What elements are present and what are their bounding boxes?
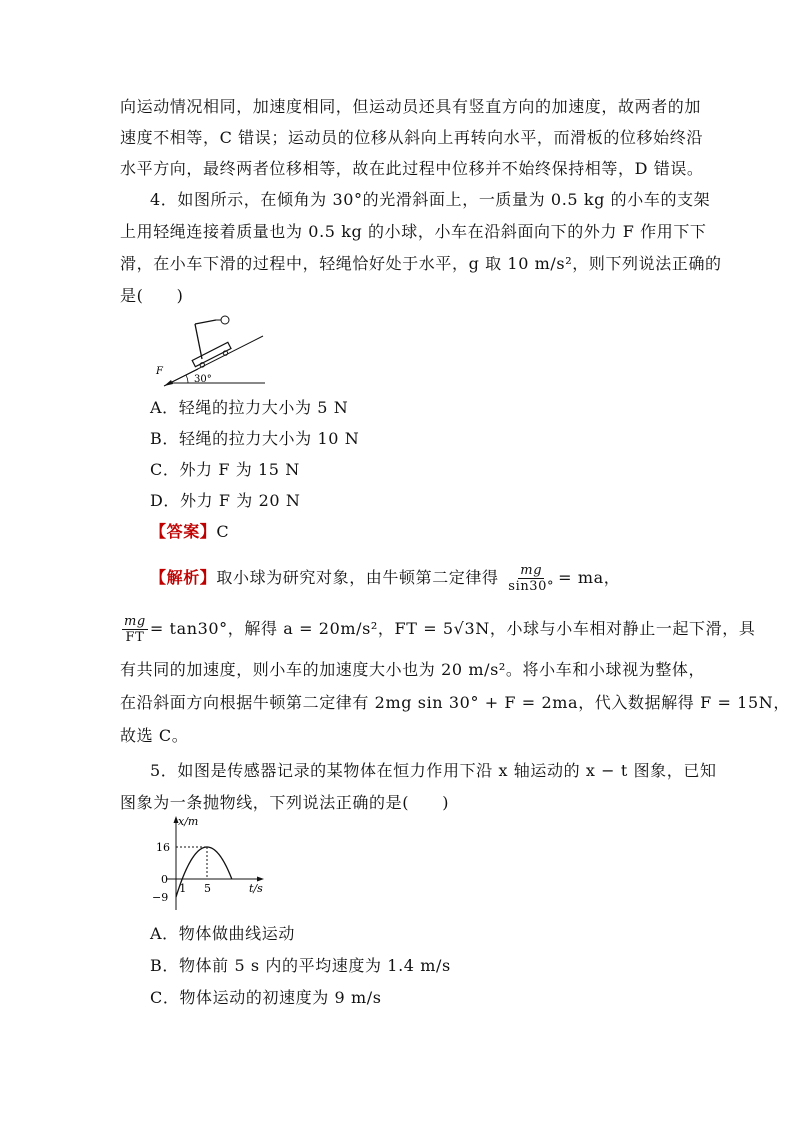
y-axis-label: x/m [178, 815, 199, 828]
x-tick-label: 1 [179, 882, 187, 895]
option-a: A．物体做曲线运动 [150, 924, 295, 943]
analysis-line-2 [120, 614, 755, 645]
answer-tag: 【答案】 [150, 522, 217, 541]
question-4-stem: 4．如图所示，在倾角为 30°的光滑斜面上，一质量为 0.5 kg 的小车的支架 [150, 190, 711, 209]
analysis-tag: 【解析】 [150, 568, 217, 587]
fraction: $\frac{mg}{\sin 30^\circ}$ [508, 563, 555, 594]
text-line: 向运动情况相同，加速度相同，但运动员还具有竖直方向的加速度，故两者的加 [120, 97, 702, 116]
question-5-stem: 图象为一条抛物线，下列说法正确的是( ) [120, 793, 450, 812]
text-line: 水平方向，最终两者位移相等，故在此过程中位移并不始终保持相等，D 错误。 [120, 159, 704, 178]
angle-label: 30° [194, 374, 212, 385]
question-4-stem: 上用轻绳连接着质量也为 0.5 kg 的小球，小车在沿斜面向下的外力 F 作用下下 [120, 222, 707, 241]
analysis-line-4: 在沿斜面方向根据牛顿第二定律有 2mg sin 30° + F = 2ma，代入数据解得 F = 15N， [120, 693, 790, 712]
y-tick-label: 0 [161, 873, 168, 886]
option-c: C．外力 F 为 15 N [150, 460, 300, 479]
analysis-text: = ma， [558, 568, 621, 587]
answer-line [150, 522, 229, 542]
analysis-line-3: 有共同的加速度，则小车的加速度大小也为 20 m/s²。将小车和小球视为整体， [120, 660, 706, 679]
question-5-stem: 5．如图是传感器记录的某物体在恒力作用下沿 x 轴运动的 x − t 图象，已知 [150, 761, 717, 780]
force-label: F [156, 366, 163, 377]
analysis-line-5: 故选 C。 [120, 726, 189, 745]
y-tick-label: 16 [156, 841, 170, 854]
text-line: 速度不相等，C 错误；运动员的位移从斜向上再转向水平，而滑板的位移始终沿 [120, 128, 703, 147]
analysis-text: 取小球为研究对象，由牛顿第二定律得 [216, 568, 499, 587]
xt-chart [148, 812, 273, 912]
question-4-stem: 是( ) [120, 286, 184, 305]
option-a: A．轻绳的拉力大小为 5 N [150, 398, 349, 417]
option-b: B．轻绳的拉力大小为 10 N [150, 429, 360, 448]
y-tick-label: −9 [152, 891, 169, 904]
incline-figure [150, 312, 270, 392]
analysis-line-1 [150, 563, 620, 594]
option-c: C．物体运动的初速度为 9 m/s [150, 988, 382, 1007]
analysis-text: = tan30°，解得 a = 20m/s²，FT = 5√3N，小球与小车相对静止一起下滑，具 [149, 619, 756, 638]
fraction: $\frac{mg}{FT}$ [124, 614, 146, 645]
question-4-stem: 滑，在小车下滑的过程中，轻绳恰好处于水平，g 取 10 m/s²，则下列说法正确的 [120, 254, 722, 273]
option-d: D．外力 F 为 20 N [150, 491, 301, 510]
x-axis-label: t/s [249, 882, 263, 895]
option-b: B．物体前 5 s 内的平均速度为 1.4 m/s [150, 956, 451, 975]
answer-value: C [216, 522, 230, 541]
x-tick-label: 5 [204, 882, 211, 895]
